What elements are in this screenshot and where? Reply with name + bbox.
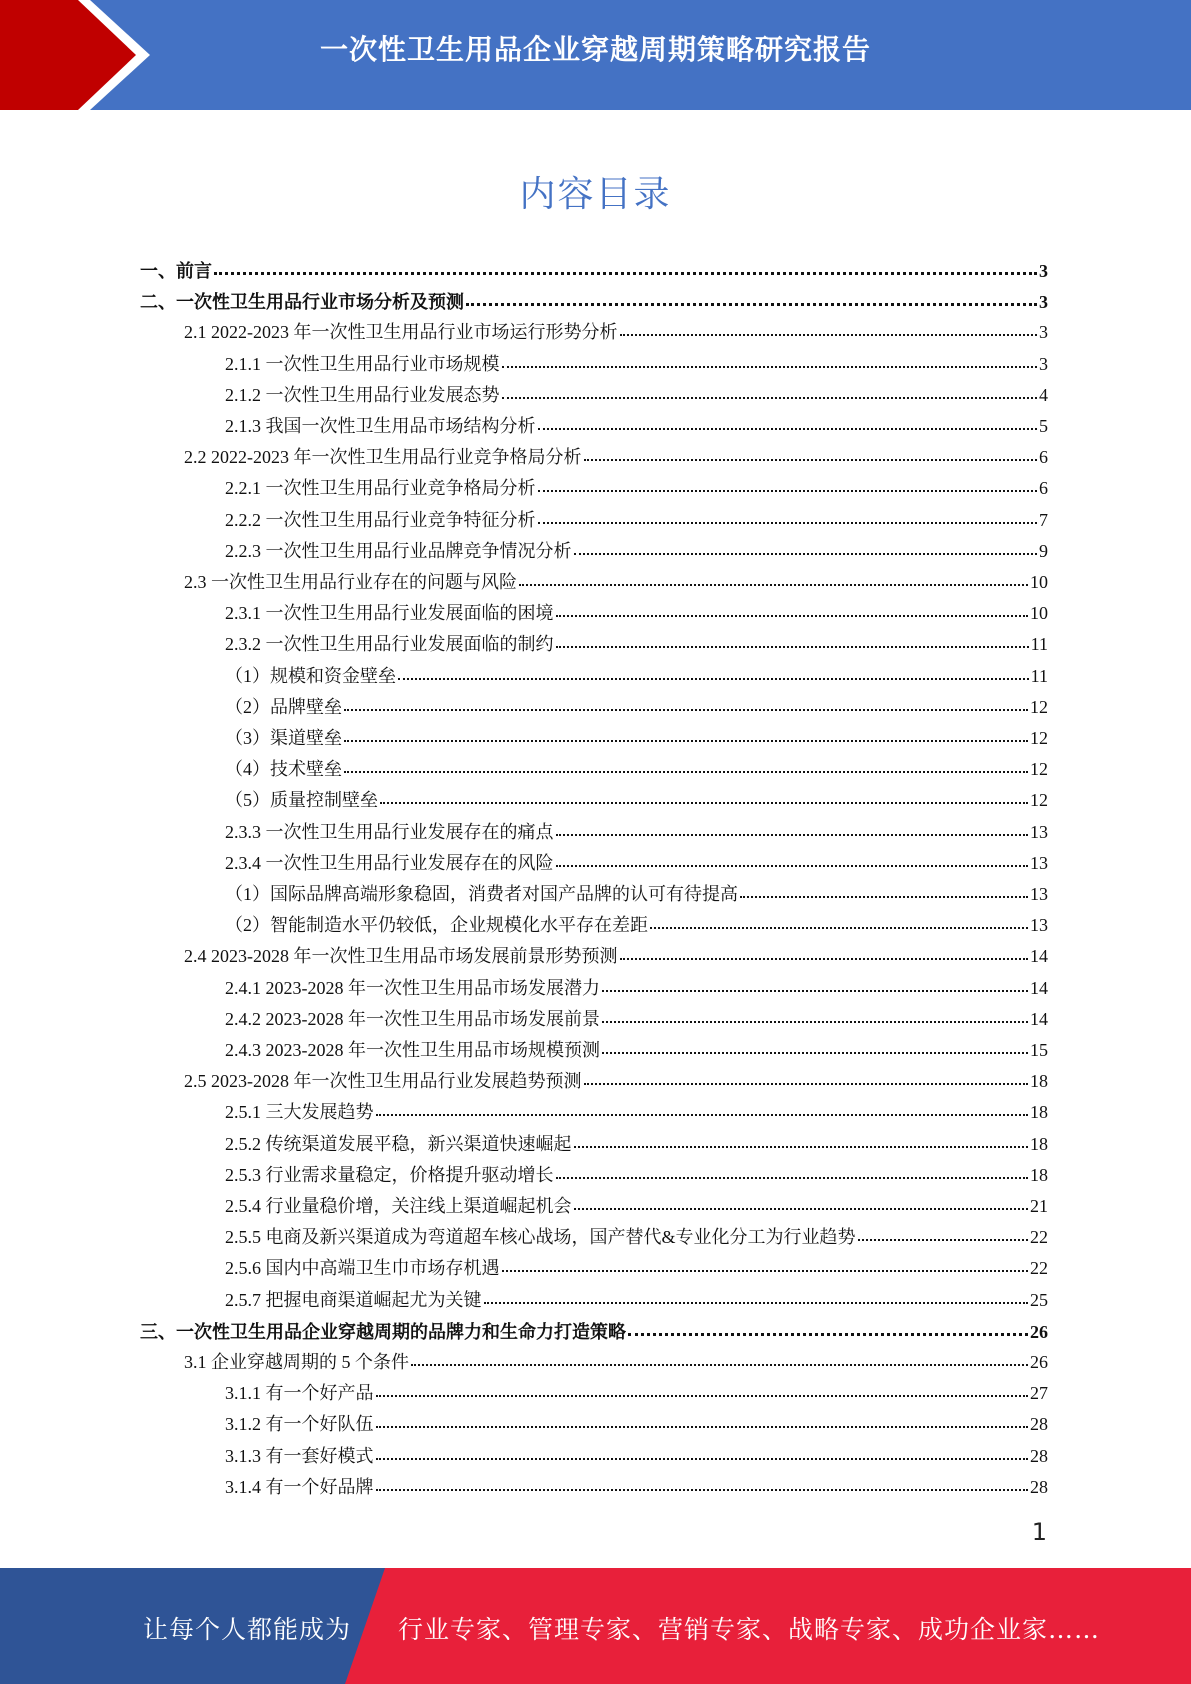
toc-dot-leader [620, 938, 1029, 960]
toc-entry[interactable] [225, 784, 1048, 814]
toc-entry[interactable] [225, 1190, 1048, 1220]
toc-entry-title: （1）规模和资金壁垒 [225, 665, 396, 686]
toc-dot-leader [574, 533, 1038, 555]
toc-entry-title: 2.3.4 一次性卫生用品行业发展存在的风险 [225, 852, 554, 873]
toc-entry[interactable] [184, 1346, 1048, 1376]
toc-dot-leader [376, 1438, 1029, 1460]
toc-entry-page: 12 [1030, 696, 1048, 717]
toc-entry-page: 3 [1039, 292, 1048, 313]
toc-entry-page: 11 [1030, 634, 1048, 655]
toc-entry[interactable] [225, 847, 1048, 877]
toc-dot-leader [556, 626, 1029, 648]
toc-dot-leader [519, 564, 1028, 586]
footer-slogan: 让每个人都能成为 [143, 1615, 352, 1644]
toc-entry-title: 2.2.2 一次性卫生用品行业竞争特征分析 [225, 509, 536, 530]
toc-dot-leader [858, 1219, 1029, 1241]
toc-entry-title: 3.1.4 有一个好品牌 [225, 1476, 374, 1497]
toc-entry[interactable] [225, 379, 1048, 409]
toc-entry-title: 2.5 2023-2028 年一次性卫生用品行业发展趋势预测 [184, 1071, 582, 1092]
toc-entry-title: （5）质量控制壁垒 [225, 790, 378, 811]
toc-dot-leader [538, 408, 1038, 430]
toc-entry-page: 5 [1039, 416, 1048, 436]
toc-entry-title: 2.5.3 行业需求量稳定，价格提升驱动增长 [225, 1164, 554, 1185]
toc-entry-page: 3 [1039, 322, 1048, 343]
toc-entry-title: 2.4.3 2023-2028 年一次性卫生用品市场规模预测 [225, 1040, 600, 1060]
toc-entry[interactable] [225, 753, 1048, 783]
toc-entry-title: 2.4.1 2023-2028 年一次性卫生用品市场发展潜力 [225, 977, 600, 998]
toc-dot-leader [344, 751, 1028, 773]
toc-dot-leader [502, 346, 1038, 368]
toc-entry-page: 18 [1030, 1071, 1048, 1092]
toc-entry-page: 28 [1030, 1414, 1048, 1435]
page-number: 1 [1031, 1518, 1047, 1546]
toc-entry-page: 26 [1030, 1352, 1048, 1372]
toc-entry[interactable] [225, 348, 1048, 378]
footer-roles: 行业专家、管理专家、营销专家、战略专家、成功企业家…… [398, 1615, 1101, 1644]
toc-entry[interactable] [225, 972, 1048, 1002]
toc-entry-title: 3.1 企业穿越周期的 5 个条件 [184, 1352, 409, 1372]
toc-entry-title: （2）智能制造水平仍较低，企业规模化水平存在差距 [225, 915, 648, 936]
toc-dot-leader [556, 814, 1029, 836]
toc-entry-page: 15 [1030, 1040, 1048, 1060]
toc-entry-title: 2.4.2 2023-2028 年一次性卫生用品市场发展前景 [225, 1008, 600, 1029]
toc-dot-leader [602, 1001, 1028, 1023]
toc-entry-title: 2.1 2022-2023 年一次性卫生用品行业市场运行形势分析 [184, 322, 618, 343]
toc-entry-page: 6 [1039, 478, 1048, 499]
toc-entry[interactable] [225, 660, 1048, 690]
toc-entry-title: 一、前言 [140, 261, 212, 281]
toc-entry[interactable] [225, 1284, 1048, 1314]
toc-entry-page: 7 [1039, 509, 1048, 530]
toc-entry-page: 13 [1030, 915, 1048, 936]
toc-entry-title: 3.1.1 有一个好产品 [225, 1383, 374, 1404]
toc-dot-leader [344, 689, 1028, 711]
toc-dot-leader [584, 1063, 1029, 1085]
toc-entry[interactable] [225, 628, 1048, 658]
toc-entry[interactable] [225, 1408, 1048, 1438]
toc-entry-page: 12 [1030, 759, 1048, 780]
toc-dot-leader [574, 1188, 1029, 1210]
toc-entry-title: 2.1.2 一次性卫生用品行业发展态势 [225, 384, 500, 405]
toc-entry[interactable] [184, 566, 1048, 596]
toc-dot-leader [556, 845, 1029, 867]
toc-entry[interactable] [225, 1159, 1048, 1189]
toc-entry-title: 2.2.3 一次性卫生用品行业品牌竞争情况分析 [225, 540, 572, 561]
toc-entry[interactable] [225, 1034, 1048, 1064]
toc-entry[interactable] [225, 1221, 1048, 1251]
toc-entry-title: （1）国际品牌高端形象稳固，消费者对国产品牌的认可有待提高 [225, 884, 738, 904]
toc-entry[interactable] [225, 1252, 1048, 1282]
toc-entry-title: 2.2 2022-2023 年一次性卫生用品行业竞争格局分析 [184, 447, 582, 468]
toc-dot-leader [502, 377, 1038, 399]
toc-dot-leader [344, 720, 1028, 742]
toc-entry-title: 2.1.3 我国一次性卫生用品市场结构分析 [225, 416, 536, 436]
toc-entry[interactable] [225, 816, 1048, 846]
toc-entry[interactable] [225, 1471, 1048, 1501]
toc-entry-title: 2.3 一次性卫生用品行业存在的问题与风险 [184, 572, 517, 592]
toc-dot-leader [214, 252, 1037, 275]
header-red-arrow-icon [0, 0, 150, 110]
toc-dot-leader [584, 439, 1038, 461]
toc-dot-leader [556, 595, 1029, 617]
toc-entry-page: 14 [1030, 977, 1048, 998]
toc-entry[interactable] [225, 1003, 1048, 1033]
toc-entry-title: 2.5.7 把握电商渠道崛起尤为关键 [225, 1289, 482, 1310]
toc-entry[interactable] [225, 410, 1048, 440]
toc-entry-title: 2.5.1 三大发展趋势 [225, 1102, 374, 1123]
toc-dot-leader [376, 1375, 1029, 1397]
footer-banner [0, 1568, 1191, 1684]
toc-entry[interactable] [184, 1065, 1048, 1095]
toc-heading: 内容目录 [519, 174, 672, 215]
toc-entry-page: 4 [1039, 384, 1048, 405]
toc-entry[interactable] [225, 909, 1048, 939]
toc-entry-page: 10 [1030, 603, 1048, 624]
toc-entry-title: 二、一次性卫生用品行业市场分析及预测 [140, 292, 464, 313]
toc-entry-page: 13 [1030, 884, 1048, 904]
toc-dot-leader [650, 907, 1028, 929]
toc-entry[interactable] [225, 597, 1048, 627]
toc-entry-page: 22 [1030, 1258, 1048, 1279]
toc-entry-page: 14 [1030, 1008, 1048, 1029]
toc-dot-leader [538, 502, 1038, 524]
toc-dot-leader [411, 1344, 1028, 1366]
toc-entry-page: 28 [1030, 1445, 1048, 1466]
toc-entry-title: 2.2.1 一次性卫生用品行业竞争格局分析 [225, 478, 536, 499]
toc-entry-page: 18 [1030, 1102, 1048, 1123]
toc-entry[interactable] [184, 441, 1048, 471]
toc-entry[interactable] [225, 691, 1048, 721]
toc-entry-title: 2.1.1 一次性卫生用品行业市场规模 [225, 353, 500, 374]
toc-entry-page: 13 [1030, 821, 1048, 842]
toc-entry-page: 10 [1030, 572, 1048, 592]
toc-entry[interactable] [225, 1128, 1048, 1158]
toc-dot-leader [602, 1032, 1028, 1054]
toc-dot-leader [602, 970, 1028, 992]
toc-dot-leader [502, 1250, 1029, 1272]
toc-dot-leader [628, 1313, 1028, 1336]
toc-entry-page: 27 [1030, 1383, 1048, 1404]
toc-entry[interactable] [225, 878, 1048, 908]
toc-entry[interactable] [225, 1440, 1048, 1470]
toc-dot-leader [380, 782, 1028, 804]
toc-dot-leader [398, 658, 1029, 680]
toc-dot-leader [538, 470, 1038, 492]
toc-entry[interactable] [225, 722, 1048, 752]
toc-entry[interactable] [140, 1315, 1048, 1345]
toc-entry-title: 2.5.2 传统渠道发展平稳，新兴渠道快速崛起 [225, 1133, 572, 1154]
toc-entry-page: 18 [1030, 1164, 1048, 1185]
toc-dot-leader [740, 876, 1028, 898]
toc-entry-page: 13 [1030, 852, 1048, 873]
toc-dot-leader [620, 314, 1038, 336]
toc-entry[interactable] [225, 1096, 1048, 1126]
toc-entry-page: 14 [1030, 946, 1048, 967]
toc-dot-leader [376, 1094, 1029, 1116]
report-title: 一次性卫生用品企业穿越周期策略研究报告 [319, 33, 871, 66]
toc-entry-page: 22 [1030, 1227, 1048, 1248]
toc-entry-title: 3.1.2 有一个好队伍 [225, 1414, 374, 1435]
toc-entry-title: 2.4 2023-2028 年一次性卫生用品市场发展前景形势预测 [184, 946, 618, 967]
toc-entry[interactable] [225, 1377, 1048, 1407]
toc-entry-page: 12 [1030, 728, 1048, 748]
toc-entry[interactable] [140, 254, 1048, 284]
toc-entry-page: 28 [1030, 1476, 1048, 1497]
toc-entry-title: 2.5.6 国内中高端卫生巾市场存机遇 [225, 1258, 500, 1279]
toc-entry-page: 18 [1030, 1133, 1048, 1154]
toc-dot-leader [466, 283, 1037, 306]
toc-entry-title: 2.3.2 一次性卫生用品行业发展面临的制约 [225, 634, 554, 655]
toc-entry-title: （4）技术壁垒 [225, 759, 342, 780]
toc-entry[interactable] [184, 316, 1048, 346]
toc-entry-title: 3.1.3 有一套好模式 [225, 1445, 374, 1466]
toc-entry-title: 2.5.4 行业量稳价增，关注线上渠道崛起机会 [225, 1196, 572, 1216]
toc-entry[interactable] [225, 535, 1048, 565]
toc-entry-page: 3 [1039, 353, 1048, 374]
toc-dot-leader [376, 1469, 1029, 1491]
toc-entry-page: 9 [1039, 540, 1048, 561]
toc-entry-title: 2.3.3 一次性卫生用品行业发展存在的痛点 [225, 821, 554, 842]
toc-entry-title: 2.3.1 一次性卫生用品行业发展面临的困境 [225, 603, 554, 624]
toc-entry-title: （2）品牌壁垒 [225, 696, 342, 717]
toc-entry-page: 25 [1030, 1289, 1048, 1310]
toc-entry-page: 11 [1030, 665, 1048, 686]
toc-dot-leader [574, 1126, 1029, 1148]
header-band [0, 0, 1191, 110]
toc-entry-title: （3）渠道壁垒 [225, 728, 342, 748]
toc-entry[interactable] [225, 472, 1048, 502]
toc-entry-page: 6 [1039, 447, 1048, 468]
toc-entry[interactable] [140, 285, 1048, 315]
toc-entry-page: 21 [1030, 1196, 1048, 1216]
toc-entry-title: 三、一次性卫生用品企业穿越周期的品牌力和生命力打造策略 [140, 1321, 626, 1342]
toc-entry[interactable] [184, 940, 1048, 970]
toc-dot-leader [484, 1282, 1029, 1304]
toc-entry-page: 3 [1039, 261, 1048, 281]
toc-entry-page: 26 [1030, 1321, 1048, 1342]
toc-dot-leader [556, 1157, 1029, 1179]
toc-entry-title: 2.5.5 电商及新兴渠道成为弯道超车核心战场，国产替代&专业化分工为行业趋势 [225, 1227, 856, 1248]
toc-entry[interactable] [225, 504, 1048, 534]
toc-dot-leader [376, 1406, 1029, 1428]
toc-entry-page: 12 [1030, 790, 1048, 811]
